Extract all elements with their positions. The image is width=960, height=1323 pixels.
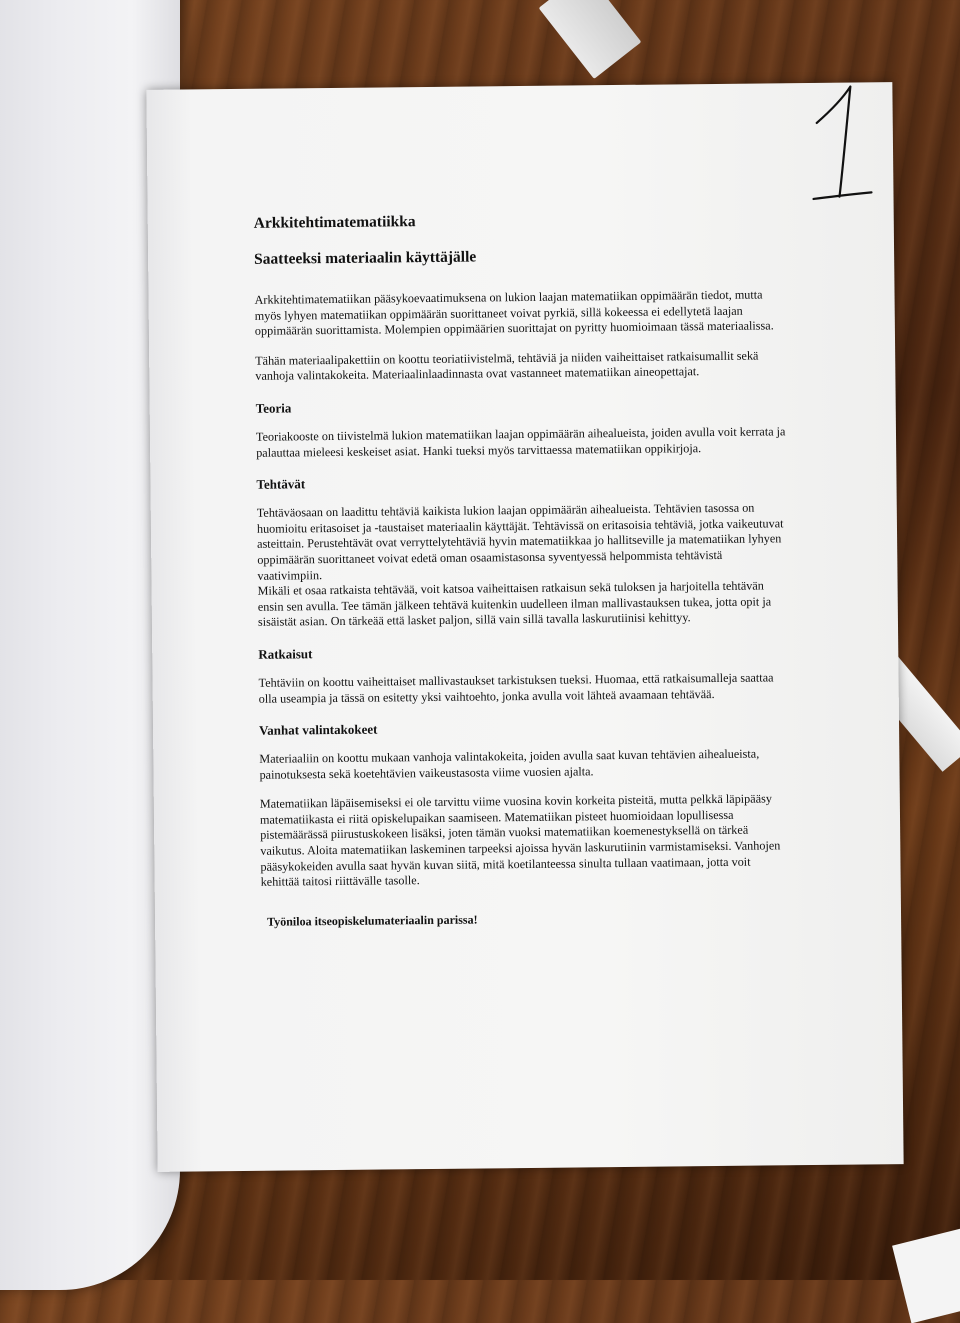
intro-paragraph-2: Tähän materiaalipakettiin on koottu teoriatiivistelmä, tehtäviä ja niiden vaiheittaiset ratkaisumallit sekä vanhoja valintakokeita. Materiaalinlaadinnasta ovat vastanneet matematiikan aineopettajat. bbox=[255, 348, 759, 384]
vanhat-paragraph-1: Materiaaliin on koottu mukaan vanhoja valintakokeita, joiden avulla saat kuvan tehtävien aihealueista, painotuksesta sekä koetehtävien vaikeustasosta viime vuosien ajalta. bbox=[259, 746, 760, 782]
section-heading-tehtavat: Tehtävät bbox=[256, 476, 306, 492]
page-content bbox=[254, 209, 791, 929]
desk-paper-edge-top bbox=[539, 0, 642, 79]
tehtavat-paragraph-2: Mikäli et osaa ratkaista tehtävää, voit katsoa vaiheittaisen ratkaisun sekä tuloksen ja harjoitella tehtävän ensin sen avulla. Tee tämän jälkeen tehtävä kuitenkin uudelleen ilman mallivastauksen tukea, jotta opit ja sisäistät asian. On tärkeää että lasket paljon, sillä vain sillä tavalla laskurutiinisi kehittyy. bbox=[257, 578, 772, 630]
desk-paper-edge-bottom bbox=[892, 1217, 960, 1323]
vanhat-paragraph-2: Matematiikan läpäisemiseksi ei ole tarvittu viime vuosina kovin korkeita pisteitä, mutta pelkkä läpipääsy matematiikasta ei riitä opiskelupaikan saamiseen. Matematiikan pisteet huomioidaan lopullisessa pistemäärässä piirustuskokeen lisäksi, joten tämän vuoksi matematiikan koemenestyksellä on tärkeä vaikutus. Aloita matematiikan laskeminen tarpeeksi ajoissa hyvän laskurutiinin varmistamiseksi. Vanhojen pääsykokeiden avulla saat hyvän kuvan siitä, mitä koetilanteessa sinulta tullaan vaatimaan, jotta voit kehittää taitosi riittävälle tasolle. bbox=[259, 791, 781, 890]
teoria-paragraph: Teoriakooste on tiivistelmä lukion matematiikan laajan oppimäärän aihealueista, joiden avulla voit kerrata ja palauttaa mieleesi keskeiset asiat. Hanki tueksi myös tarvittaessa matematiikan oppikirjoja. bbox=[255, 424, 786, 460]
section-heading-vanhat-valintakokeet: Vanhat valintakokeet bbox=[258, 721, 378, 738]
closing-line: Työniloa itseopiskelumateriaalin parissa! bbox=[266, 912, 478, 929]
section-heading-teoria: Teoria bbox=[255, 400, 292, 416]
section-heading-ratkaisut: Ratkaisut bbox=[258, 646, 313, 662]
document-title: Arkkitehtimatematiikka bbox=[253, 213, 416, 232]
intro-paragraph-1: Arkkitehtimatematiikan pääsykoevaatimuksena on lukion laajan matematiikan oppimäärän tiedot, mutta myös lyhyen matematiikan oppimäärän suorittaneet voivat pyrkiä, sillä kokeessa ei edellytetä laajan oppimäärän suorittamista. Molempien oppimäärien suorittajat on pyritty huomioimaan tässä materiaalissa. bbox=[254, 287, 774, 338]
document-subtitle: Saatteeksi materiaalin käyttäjälle bbox=[254, 248, 477, 268]
handwritten-page-number bbox=[808, 84, 873, 205]
tehtavat-paragraph-1: Tehtäväosaan on laadittu tehtäviä kaikista lukion laajan oppimäärän aihealueista. Tehtävien tasossa on huomioitu eritasoiset ja -taustaiset materiaalin käyttäjät. Tehtävissä on eritasoisia tehtäviä, jotka vaikeutuvat asteittain. Perustehtävät ovat verryttelytehtäviä hyvin matematiikkaa jo hallitseville ja matematiikan lyhyen oppimäärän suorittaneet voivat edetä oman osaamistasonsa syventyessä helpommista tehtävistä vaativimpiin. bbox=[256, 500, 784, 583]
ratkaisut-paragraph: Tehtäviin on koottu vaiheittaiset mallivastaukset tarkistuksen tueksi. Huomaa, että ratkaisumalleja saattaa olla useampia ja tässä on esitetty yksi vaihtoehto, jonka avulla voit lähteä avaamaan tehtävää. bbox=[258, 670, 774, 706]
document-page bbox=[146, 82, 903, 1172]
